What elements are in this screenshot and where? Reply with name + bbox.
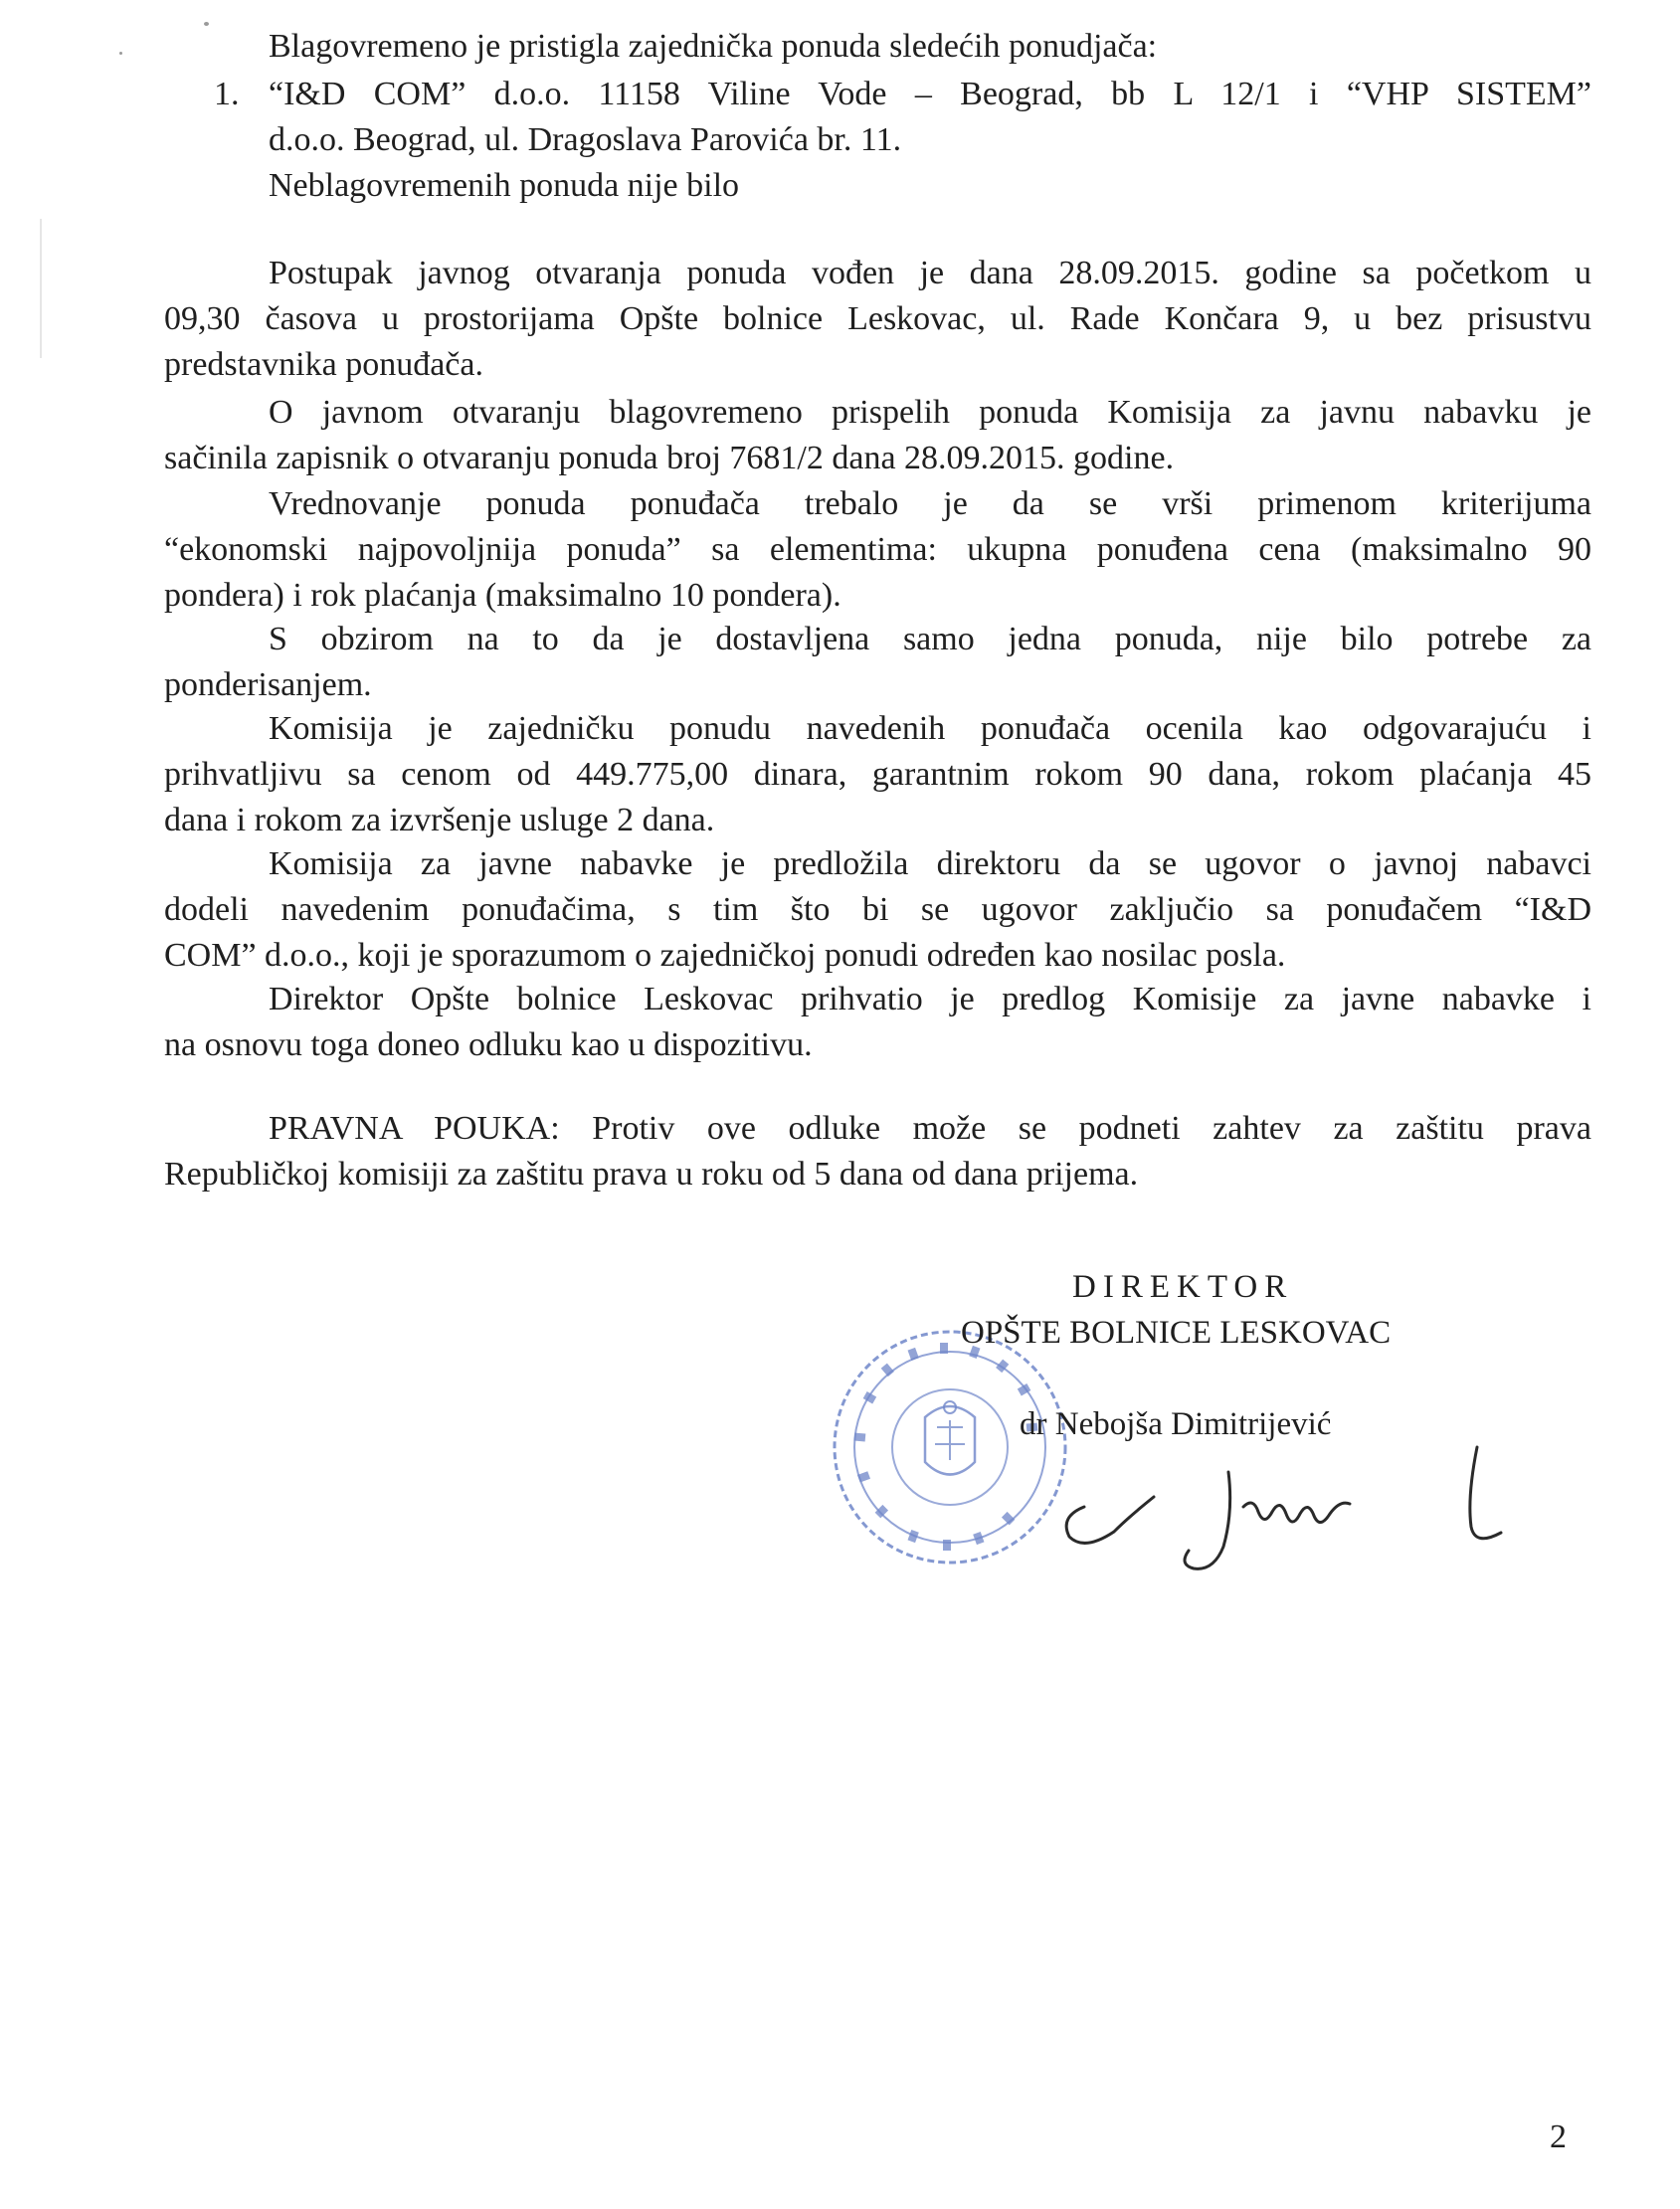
signature-name: dr Nebojša Dimitrijević <box>1020 1406 1332 1442</box>
offer-section <box>269 24 1591 70</box>
paragraph-line: Komisija je zajedničku ponudu navedenih ponuđača ocenila kao odgovarajuću i <box>269 710 1591 747</box>
paragraph-line: 09,30 časova u prostorijama Opšte bolnice Leskovac, ul. Rade Končara 9, u bez prisustvu <box>164 300 1591 337</box>
paragraph-line: pondera) i rok plaćanja (maksimalno 10 pondera). <box>164 577 841 614</box>
paragraph-line: sačinila zapisnik o otvaranju ponuda broj 7681/2 dana 28.09.2015. godine. <box>164 440 1175 476</box>
paragraph-opening <box>164 251 1591 388</box>
offer-item-line1: “I&D COM” d.o.o. 11158 Viline Vode – Beograd, bb L 12/1 i “VHP SISTEM” <box>269 76 1591 112</box>
paragraph-line: ponderisanjem. <box>164 666 372 703</box>
paragraph-line: “ekonomski najpovoljnija ponuda” sa elementima: ukupna ponuđena cena (maksimalno 90 <box>164 531 1591 568</box>
paragraph-line: Vrednovanje ponuda ponuđača trebalo je da se vrši primenom kriterijuma <box>269 485 1591 522</box>
paragraph-line: Direktor Opšte bolnice Leskovac prihvatio je predlog Komisije za javne nabavke i <box>269 981 1591 1017</box>
paragraph-line: dodeli navedenim ponuđačima, s tim što bi se ugovor zaključio sa ponuđačem “I&D <box>164 891 1591 928</box>
paragraph-line: Republičkoj komisiji za zaštitu prava u roku od 5 dana od dana prijema. <box>164 1156 1139 1193</box>
paragraph-line: S obzirom na to da je dostavljena samo jedna ponuda, nije bilo potrebe za <box>269 621 1591 657</box>
offer-item <box>214 72 1591 209</box>
offer-item-line2: d.o.o. Beograd, ul. Dragoslava Parovića br. 11. <box>269 121 902 158</box>
offer-intro: Blagovremeno je pristigla zajednička ponuda sledećih ponudjača: <box>269 28 1158 65</box>
paragraph-line: na osnovu toga doneo odluku kao u dispozitivu. <box>164 1026 813 1063</box>
paragraph-minutes <box>164 390 1591 481</box>
legal-remedy <box>164 1106 1591 1197</box>
paragraph-assessment <box>164 706 1591 843</box>
scan-edge-shadow <box>40 219 42 358</box>
paragraph-line: prihvatljivu sa cenom od 449.775,00 dinara, garantnim rokom 90 dana, rokom plaćanja 45 <box>164 756 1591 793</box>
page-number: 2 <box>1550 2118 1567 2155</box>
paragraph-line: Postupak javnog otvaranja ponuda vođen je dana 28.09.2015. godine sa početkom u <box>269 255 1591 291</box>
no-late-offers: Neblagovremenih ponuda nije bilo <box>269 167 740 204</box>
paragraph-line: O javnom otvaranju blagovremeno prispelih ponuda Komisija za javnu nabavku je <box>269 394 1591 431</box>
signature-institution: OPŠTE BOLNICE LESKOVAC <box>961 1315 1392 1351</box>
scan-speck <box>204 22 209 26</box>
paragraph-line: PRAVNA POUKA: Protiv ove odluke može se podneti zahtev za zaštitu prava <box>269 1110 1591 1147</box>
paragraph-line: predstavnika ponuđača. <box>164 346 483 383</box>
offer-item-number: 1. <box>214 76 240 112</box>
signature-title: DIREKTOR <box>1072 1269 1294 1305</box>
paragraph-proposal <box>164 841 1591 979</box>
paragraph-line: dana i rokom za izvršenje usluge 2 dana. <box>164 802 715 838</box>
paragraph-line: COM” d.o.o., koji je sporazumom o zajedničkoj ponudi određen kao nosilac posla. <box>164 937 1286 974</box>
paragraph-director-decision <box>164 977 1591 1068</box>
handwritten-signature <box>1025 1432 1522 1581</box>
scan-speck <box>119 52 122 55</box>
paragraph-evaluation <box>164 481 1591 619</box>
paragraph-single-offer <box>164 617 1591 708</box>
paragraph-line: Komisija za javne nabavke je predložila direktoru da se ugovor o javnoj nabavci <box>269 845 1591 882</box>
